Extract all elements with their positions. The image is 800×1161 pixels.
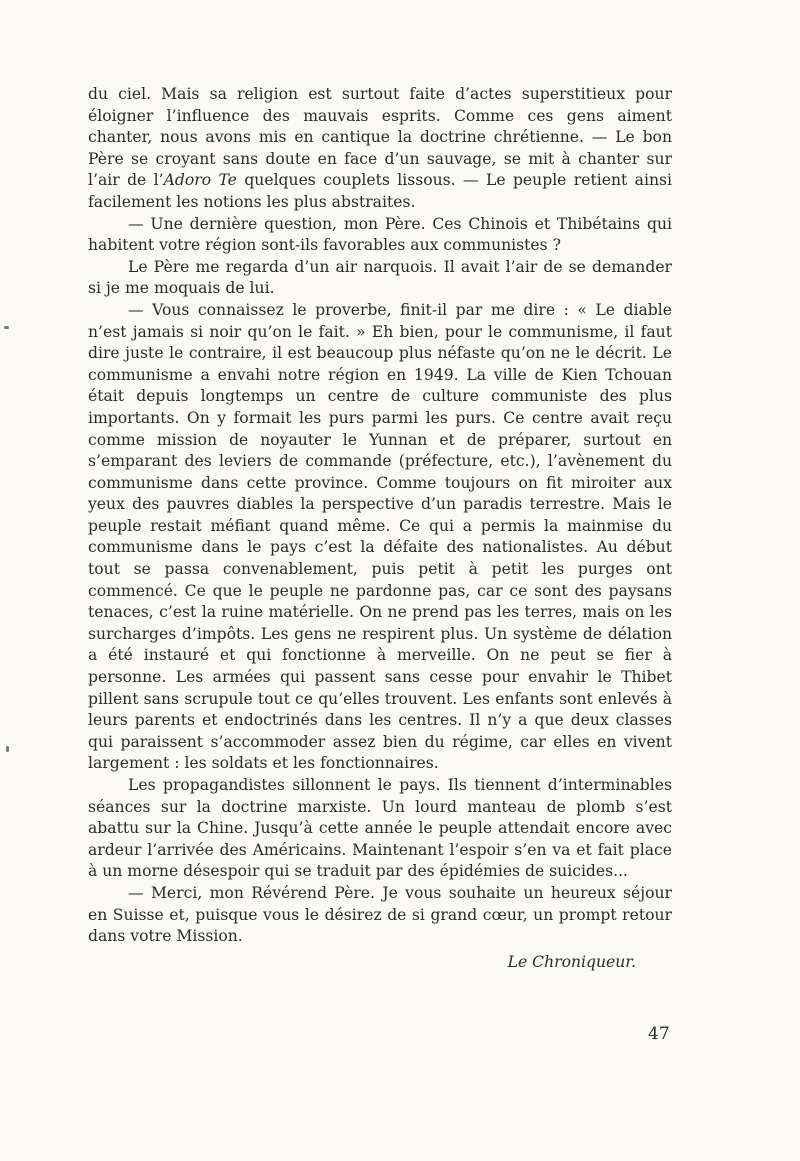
paragraph-3: Le Père me regarda d’un air narquois. Il avait l’air de se demander si je me moquais de lui.	[88, 257, 672, 298]
paragraph-2: — Une dernière question, mon Père. Ces Chinois et Thibétains qui habitent votre région sont-ils favorables aux communistes ?	[88, 214, 672, 255]
paragraph-6: — Merci, mon Révérend Père. Je vous souhaite un heureux séjour en Suisse et, puisque vous le désirez de si grand cœur, un prompt retour dans votre Mission.	[88, 883, 672, 946]
paragraph-5: Les propagandistes sillonnent le pays. Ils tiennent d’interminables séances sur la doctrine marxiste. Un lourd manteau de plomb s’est abattu sur la Chine. Jusqu’à cette année le peuple attendait encore avec ardeur l’arrivée des Américains. Maintenant l’espoir s’en va et fait place à un morne désespoir qui se traduit par des épidémies de suicides...	[88, 776, 672, 881]
paragraph-1	[88, 84, 672, 214]
signature: Le Chroniqueur.	[507, 952, 636, 971]
paragraph-4: — Vous connaissez le proverbe, finit-il par me dire : « Le diable n’est jamais si noir qu’on le fait. » Eh bien, pour le communisme, il faut dire juste le contraire, il est beaucoup plus néfaste qu’on ne le décrit. Le communisme a envahi notre région en 1949. La ville de Kien Tchouan était depuis longtemps un centre de culture communiste des plus importants. On y formait les purs parmi les purs. Ce centre avait reçu comme mission de noyauter le Yunnan et de préparer, surtout en s’emparant des leviers de commande (préfecture, etc.), l’avènement du communisme dans cette province. Comme toujours on fit miroiter aux yeux des pauvres diables la perspective d’un paradis terrestre. Mais le peuple restait méfiant quand même. Ce qui a permis la mainmise du communisme dans le pays c’est la défaite des nationalistes. Au début tout se passa convenablement, puis petit à petit les purges ont commencé. Ce que le peuple ne pardonne pas, car ce sont des paysans tenaces, c’est la ruine matérielle. On ne prend pas les terres, mais on les surcharges d’impôts. Les gens ne respirent plus. Un système de délation a été instauré et qui fonctionne à merveille. On ne peut se fier à personne. Les armées qui passent sans cesse pour envahir le Thibet pillent sans scrupule tout ce qu’elles trouvent. Les enfants sont enlevés à leurs parents et endoctrinés dans les centres. Il n’y a que deux classes qui paraissent s’accommoder assez bien du régime, car elles en vivent largement : les soldats et les fonctionnaires.	[88, 300, 672, 773]
page-body	[88, 84, 672, 973]
paragraph-1-text: du ciel. Mais sa religion est surtout faite d’actes superstitieux pour éloigner l’influence des mauvais esprits. Comme ces gens aiment chanter, nous avons mis en cantique la doctrine chrétienne. — Le bon Père se croyant sans doute en face d’un sauvage, se mit à chanter sur l’air de l’	[88, 85, 672, 190]
margin-speck	[6, 746, 9, 752]
page-number: 47	[648, 1024, 670, 1044]
paragraph-1-italic-title: Adoro Te	[163, 171, 237, 190]
paragraph-1-text-end: quelques couplets lissous. — Le peuple retient ainsi facilement les notions les plus abstraites.	[88, 171, 672, 211]
margin-speck	[4, 326, 9, 329]
